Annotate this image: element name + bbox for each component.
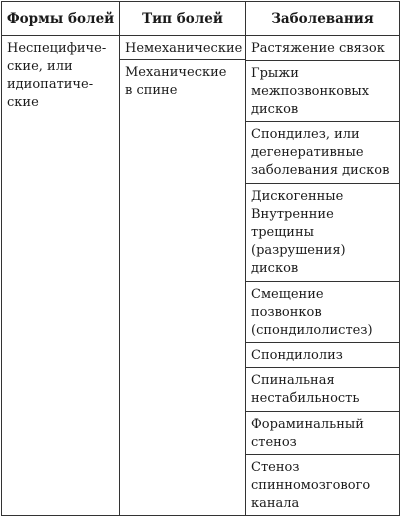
header-row — [2, 2, 400, 36]
disease-cell: Стеноз спинномозгового канала — [246, 454, 400, 515]
header-pain-forms: Формы болей — [2, 2, 120, 36]
table-row — [2, 36, 400, 61]
disease-cell: Смещение позвонков (спондилолистез) — [246, 282, 400, 343]
pain-classification-table — [1, 1, 400, 516]
disease-cell: Спондилолиз — [246, 343, 400, 368]
type-non-mechanical: Немеханические — [120, 36, 245, 60]
disease-cell: Фораминальный стеноз — [246, 411, 400, 454]
disease-cell: Спинальная нестабильность — [246, 368, 400, 411]
disease-cell: Дискогенные Внутренние трещины (разрушения) дисков — [246, 183, 400, 281]
disease-cell: Растяжение связок — [246, 36, 400, 61]
pain-form-cell: Неспецифиче- ские, или идиопатиче- ские — [2, 36, 120, 516]
type-mechanical: Механические в спине — [125, 65, 227, 98]
header-pain-type: Тип болей — [120, 2, 246, 36]
pain-types-cell — [120, 36, 246, 516]
header-diseases: Заболевания — [246, 2, 400, 36]
disease-cell: Грыжи межпозвонковых дисков — [246, 61, 400, 122]
disease-cell: Спондилез, или дегенеративные заболевания дисков — [246, 122, 400, 183]
